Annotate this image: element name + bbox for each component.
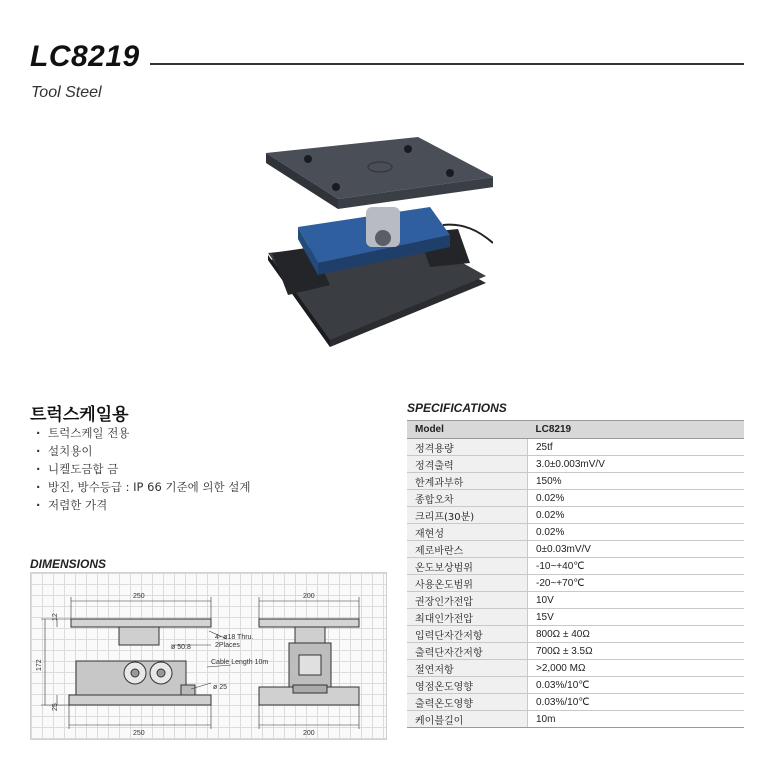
dim-label-top-width-side: 200 [303,593,315,600]
table-row [407,507,744,524]
table-row [407,592,744,609]
product-photo [258,135,493,350]
dim-label-holes: 4- ø18 Thru. [215,634,254,641]
column-header-value: LC8219 [528,421,745,439]
dim-label-top-width-front: 250 [133,593,145,600]
table-row [407,524,744,541]
dim-label-holes-places: 2Places [215,642,240,649]
dim-label-cable: Cable Length 10m [211,659,269,666]
column-header-key: Model [407,421,528,439]
specifications-title: SPECIFICATIONS [407,401,507,415]
table-row [407,643,744,660]
spec-key: 정격출력 [407,456,528,473]
spec-key: 출력온도영향 [407,694,528,711]
spec-value: -10~+40℃ [528,558,745,575]
table-row [407,575,744,592]
spec-value: -20~+70℃ [528,575,745,592]
spec-key: 재현성 [407,524,528,541]
dimensions-title: DIMENSIONS [30,557,107,571]
table-row [407,439,744,456]
title-divider [150,63,744,65]
dim-label-bottom-width-front: 250 [133,730,145,737]
spec-key: 온도보상범위 [407,558,528,575]
spec-key: 제로바란스 [407,541,528,558]
spec-value: >2,000 MΩ [528,660,745,677]
spec-key: 절연저항 [407,660,528,677]
spec-value: 150% [528,473,745,490]
spec-key: 영점온도영향 [407,677,528,694]
spec-key: 정격용량 [407,439,528,456]
dimensions-drawing [30,572,387,740]
table-row [407,456,744,473]
spec-value: 800Ω ± 40Ω [528,626,745,643]
page-subtitle: Tool Steel [31,84,102,101]
feature-item: · 트럭스케일 전용 [36,424,251,442]
table-row [407,473,744,490]
spec-key: 크리프(30분) [407,507,528,524]
spec-value: 0.02% [528,490,745,507]
spec-key: 입력단자간저항 [407,626,528,643]
dim-label-diameter-25: ø 25 [213,684,228,691]
dim-label-bottom-width-side: 200 [303,730,315,737]
spec-key: 최대인가전압 [407,609,528,626]
spec-value: 3.0±0.003mV/V [528,456,745,473]
feature-item: · 저렴한 가격 [36,496,251,514]
spec-value: 25tf [528,439,745,456]
page-title: LC8219 [30,40,140,73]
table-header-row [407,421,744,439]
dim-label-height-bottom: 25 [52,703,59,711]
dim-label-height-top: 12 [52,613,59,621]
spec-key: 케이블길이 [407,711,528,728]
table-row [407,490,744,507]
features-list [36,424,251,514]
dim-label-diameter-50: ø 50.8 [171,644,191,651]
spec-value: 0±0.03mV/V [528,541,745,558]
table-row [407,558,744,575]
spec-value: 0.02% [528,507,745,524]
spec-value: 10V [528,592,745,609]
features-title: 트럭스케일용 [30,405,129,425]
spec-value: 700Ω ± 3.5Ω [528,643,745,660]
spec-value: 0.03%/10℃ [528,677,745,694]
spec-key: 사용온도범위 [407,575,528,592]
spec-value: 0.03%/10℃ [528,694,745,711]
spec-value: 15V [528,609,745,626]
spec-value: 10m [528,711,745,728]
table-row [407,660,744,677]
table-row [407,626,744,643]
spec-key: 종합오차 [407,490,528,507]
table-row [407,677,744,694]
specifications-table [407,420,744,728]
table-row [407,711,744,728]
table-row [407,694,744,711]
spec-key: 출력단자간저항 [407,643,528,660]
spec-key: 권장인가전압 [407,592,528,609]
spec-value: 0.02% [528,524,745,541]
table-row [407,541,744,558]
feature-item: · 방진, 방수등급 : IP 66 기준에 의한 설계 [36,478,251,496]
feature-item: · 설치용이 [36,442,251,460]
dim-label-height-total: 172 [36,659,43,671]
table-row [407,609,744,626]
feature-item: · 니켈도금합 금 [36,460,251,478]
spec-key: 한계과부하 [407,473,528,490]
